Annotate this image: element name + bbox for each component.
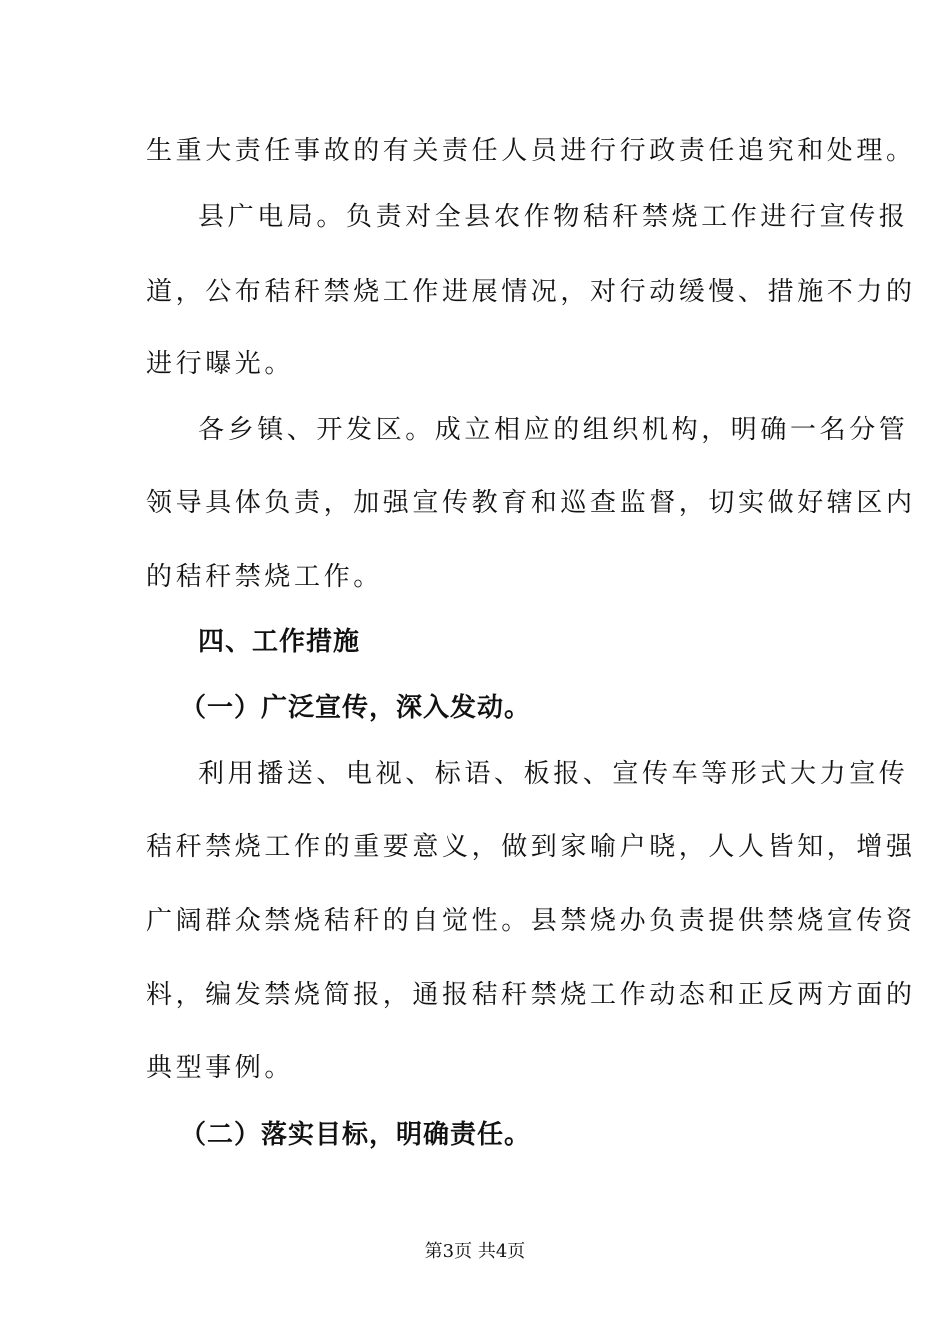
paragraph-line: 料，编发禁烧简报，通报秸秆禁烧工作动态和正反两方面的	[146, 980, 916, 1010]
paragraph-line: 道，公布秸秆禁烧工作进展情况，对行动缓慢、措施不力的	[146, 277, 916, 307]
paragraph-line: 利用播送、电视、标语、板报、宣传车等形式大力宣传	[198, 759, 909, 789]
paragraph-line: 县广电局。负责对全县农作物秸秆禁烧工作进行宣传报	[198, 202, 909, 232]
section-heading: 四、工作措施	[198, 627, 361, 657]
page-footer: 第3页 共4页	[424, 1241, 526, 1262]
paragraph-line: 各乡镇、开发区。成立相应的组织机构，明确一名分管	[198, 415, 909, 445]
paragraph-line: 生重大责任事故的有关责任人员进行行政责任追究和处理。	[146, 136, 916, 166]
paragraph-line: 进行曝光。	[146, 349, 295, 379]
subsection-heading: （一）广泛宣传，深入发动。	[180, 693, 532, 723]
paragraph-line: 广阔群众禁烧秸秆的自觉性。县禁烧办负责提供禁烧宣传资	[146, 906, 916, 936]
paragraph-line: 领导具体负责，加强宣传教育和巡查监督，切实做好辖区内	[146, 488, 916, 518]
paragraph-line: 秸秆禁烧工作的重要意义，做到家喻户晓，人人皆知，增强	[146, 832, 916, 862]
paragraph-line: 的秸秆禁烧工作。	[146, 562, 383, 592]
subsection-heading: （二）落实目标，明确责任。	[180, 1120, 532, 1150]
paragraph-line: 典型事例。	[146, 1053, 295, 1083]
